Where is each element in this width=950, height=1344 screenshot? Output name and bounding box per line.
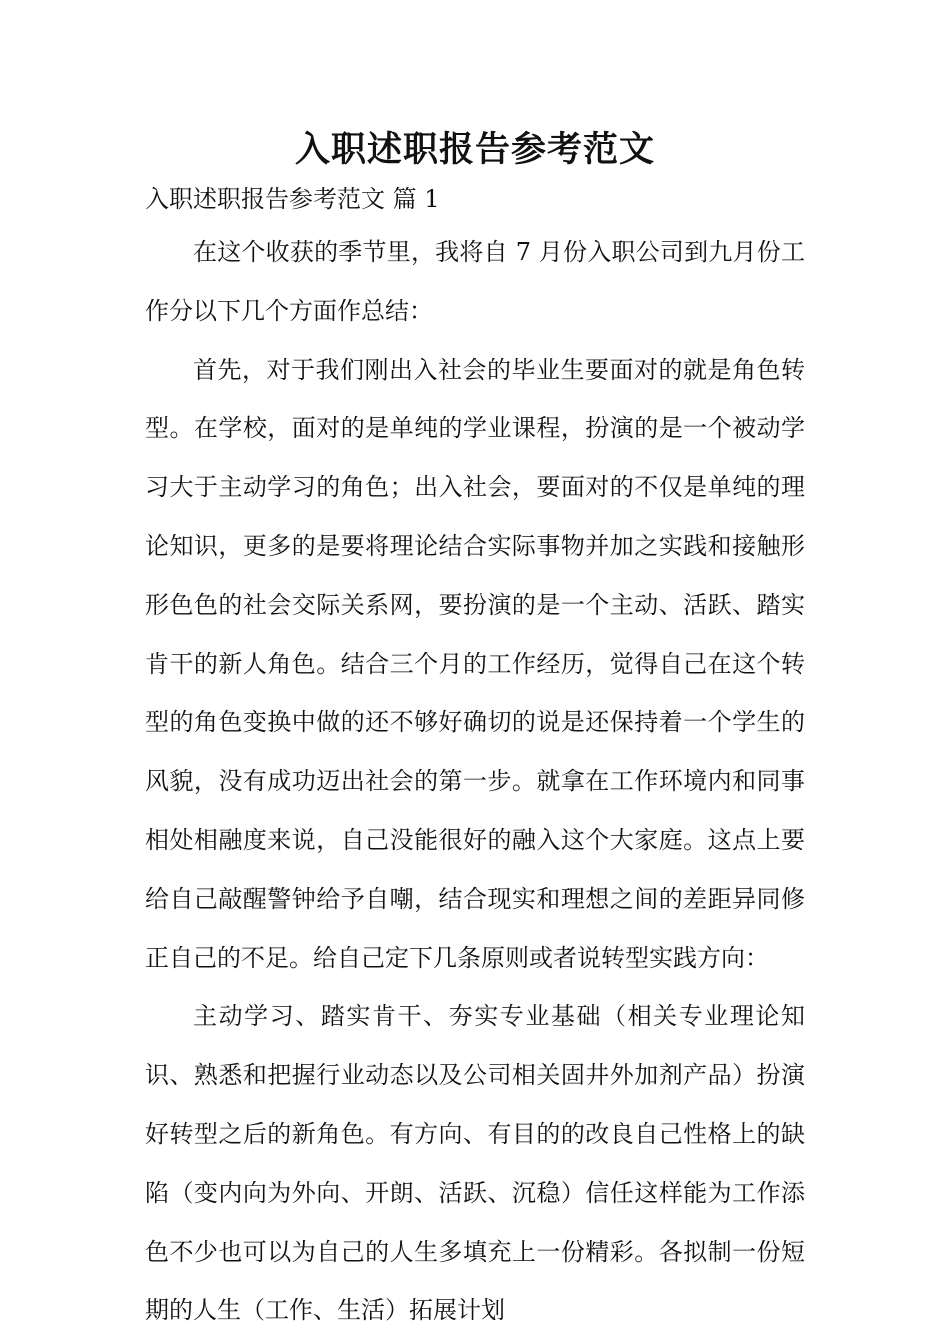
document-body [145,223,805,1340]
paragraph-1: 在这个收获的季节里，我将自 7 月份入职公司到九月份工作分以下几个方面作总结： [145,238,805,325]
paragraph-3: 主动学习、踏实肯干、夯实专业基础（相关专业理论知识、熟悉和把握行业动态以及公司相关固井外加剂产品）扮演好转型之后的新角色。有方向、有目的的改良自己性格上的缺陷（变内向为外向、开朗、活跃、沉稳）信任这样能为工作添色不少也可以为自己的人生多填充上一份精彩。各拟制一份短期的人生（工作、生活）拓展计划 [145,1002,805,1325]
paragraph-2: 首先，对于我们刚出入社会的毕业生要面对的就是角色转型。在学校，面对的是单纯的学业课程，扮演的是一个被动学习大于主动学习的角色；出入社会，要面对的不仅是单纯的理论知识，更多的是要将理论结合实际事物并加之实践和接触形形色色的社会交际关系网，要扮演的是一个主动、活跃、踏实肯干的新人角色。结合三个月的工作经历，觉得自己在这个转型的角色变换中做的还不够好确切的说是还保持着一个学生的风貌，没有成功迈出社会的第一步。就拿在工作环境内和同事相处相融度来说，自己没能很好的融入这个大家庭。这点上要给自己敲醒警钟给予自嘲，结合现实和理想之间的差距异同修正自己的不足。给自己定下几条原则或者说转型实践方向： [145,355,805,972]
document-title: 入职述职报告参考范文 [294,129,655,170]
document-subtitle: 入职述职报告参考范文 篇 1 [145,185,440,213]
